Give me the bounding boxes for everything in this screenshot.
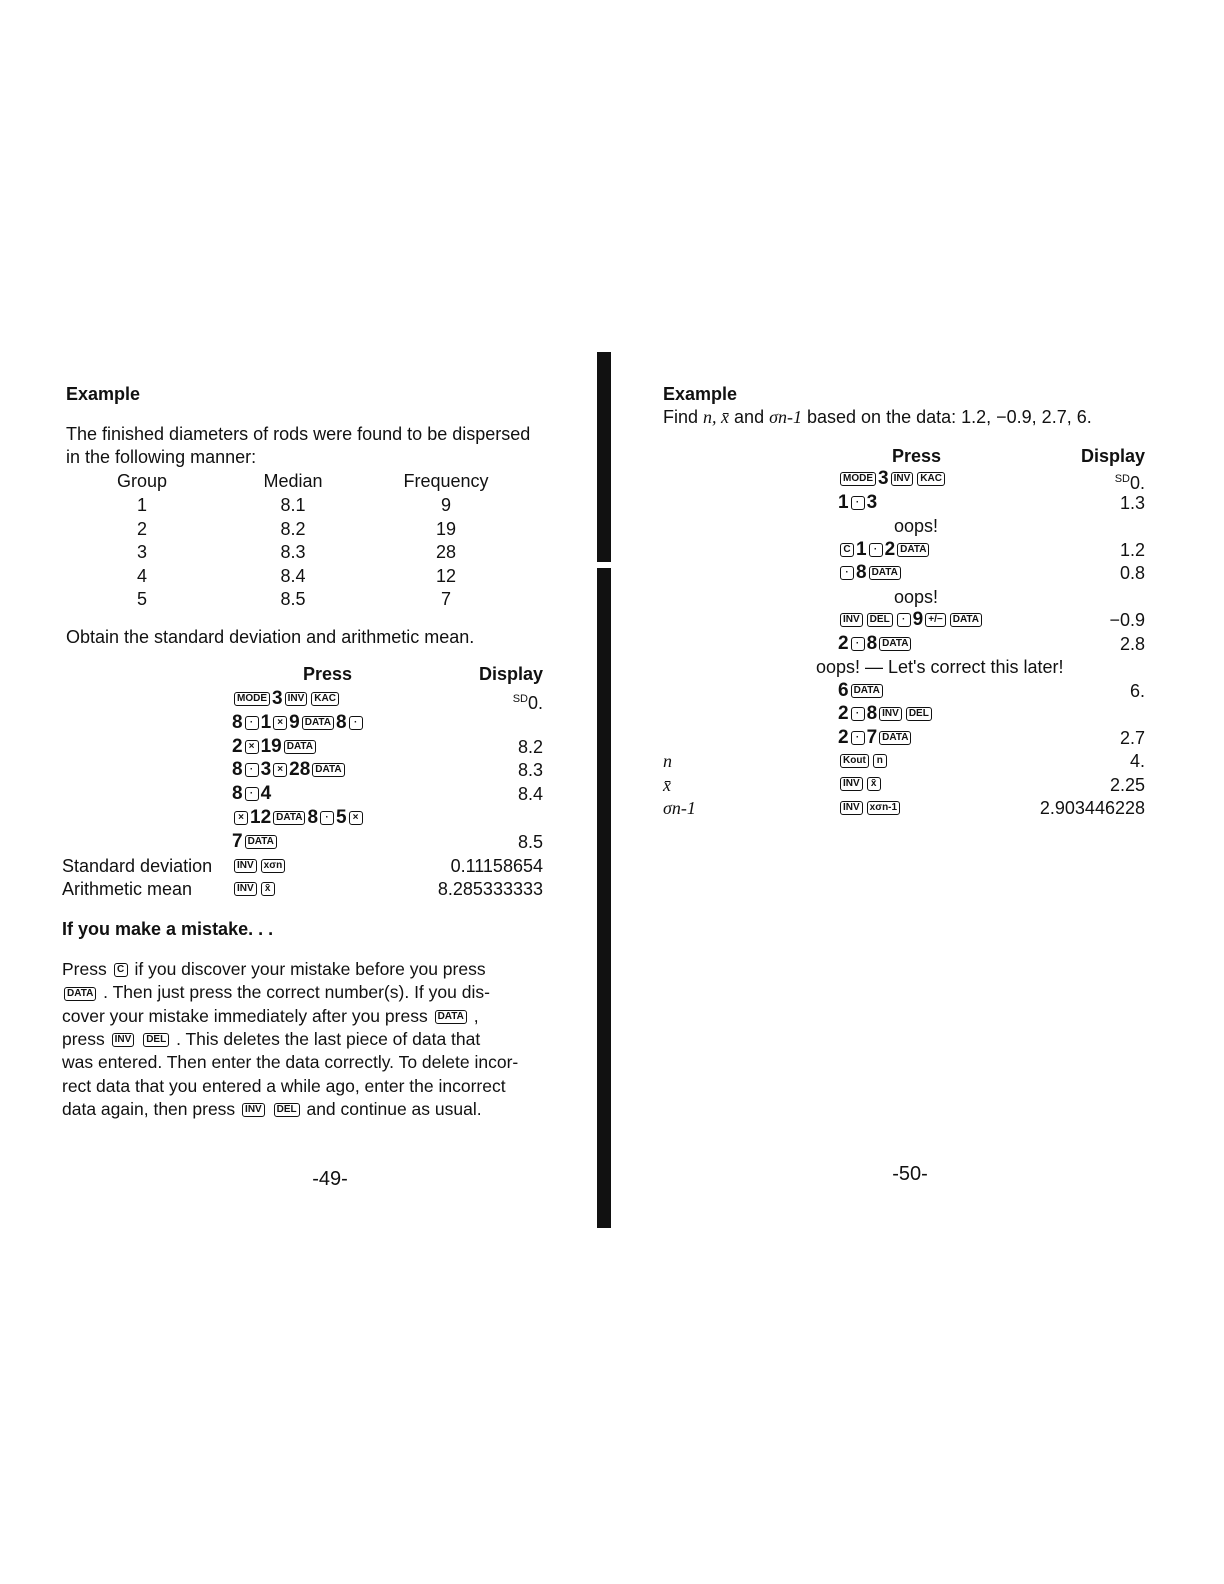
table-cell: 8.2 — [280, 518, 306, 539]
display-value — [1130, 680, 1145, 702]
key-sequence — [838, 680, 885, 702]
table-header-median: Median — [263, 471, 323, 491]
kout-key: Kout — [840, 754, 869, 768]
display-value — [1120, 539, 1145, 561]
digit: 9 — [912, 609, 924, 630]
digit: 2 — [838, 703, 849, 724]
key-sequence — [838, 703, 934, 725]
paragraph-text: rect data that you entered a while ago, enter the incorrect — [62, 1075, 506, 1096]
table-cell: 5 — [136, 589, 147, 609]
display-value — [1109, 609, 1145, 631]
inv-key: INV — [840, 777, 863, 791]
left-intro-line-2: in the following manner: — [66, 447, 257, 467]
del-key: DEL — [867, 613, 893, 627]
mode-key: MODE — [840, 472, 876, 486]
display-value — [1120, 562, 1145, 584]
display-number: 4. — [1129, 751, 1145, 771]
right-task-and: and — [734, 407, 765, 427]
display-value — [518, 736, 543, 758]
digit: 3 — [866, 491, 878, 513]
display-value — [513, 688, 543, 714]
key-sequence — [838, 633, 913, 655]
inv-key: INV — [840, 613, 863, 627]
key-sequence — [232, 878, 277, 900]
decimal-key: · — [245, 787, 259, 801]
right-task-suffix: based on the data: 1.2, −0.9, 2.7, 6. — [807, 407, 1092, 427]
key-sequence — [838, 539, 931, 561]
left-example-heading: Example — [66, 384, 141, 404]
multiply-key: × — [245, 740, 259, 754]
mean-key: x̄ — [867, 777, 881, 791]
paragraph-text: , — [468, 1005, 479, 1026]
display-value — [1120, 492, 1145, 514]
data-key: DATA — [879, 731, 911, 745]
right-task-vars: n, x̄ — [703, 407, 730, 427]
paragraph-line — [62, 1051, 542, 1073]
del-key: DEL — [274, 1103, 300, 1117]
key-sequence — [232, 783, 271, 805]
mode-key: MODE — [234, 692, 270, 706]
display-number: 8.2 — [517, 736, 543, 757]
display-number: 0. — [527, 693, 543, 713]
table-cell: 8.1 — [280, 495, 306, 515]
digit: 7 — [232, 830, 243, 852]
decimal-key: · — [245, 716, 259, 730]
right-task — [663, 406, 1092, 428]
multiply-key: × — [273, 716, 287, 730]
display-number: 2.7 — [1119, 727, 1145, 748]
inv-key: INV — [112, 1033, 135, 1047]
digit: 2 — [838, 726, 849, 748]
digit: 6 — [838, 679, 849, 701]
inv-key: INV — [234, 882, 257, 896]
data-key: DATA — [869, 566, 901, 580]
decimal-key: · — [851, 496, 865, 510]
digit: 1 — [260, 711, 272, 733]
step-label: n — [663, 751, 672, 771]
step-note: oops! — Let's correct this later! — [816, 657, 1064, 677]
key-sequence — [838, 609, 984, 631]
paragraph-line — [62, 981, 542, 1003]
left-intro-line-1: The finished diameters of rods were found to be dispersed — [66, 424, 531, 444]
sd-indicator: SD — [512, 693, 528, 705]
decimal-key: · — [320, 811, 334, 825]
inv-key: INV — [891, 472, 914, 486]
binding-spine-top — [597, 352, 611, 562]
paragraph-text: if you discover your mistake before you press — [129, 959, 486, 979]
left-task: Obtain the standard deviation and arithmetic mean. — [66, 627, 475, 647]
display-value — [1130, 750, 1145, 772]
data-key: DATA — [312, 763, 344, 777]
data-key: DATA — [273, 811, 305, 825]
data-key: DATA — [851, 684, 883, 698]
paragraph-text: was entered. Then enter the data correctly. To delete incor- — [62, 1052, 519, 1073]
table-cell: 19 — [435, 518, 457, 539]
table-cell: 4 — [136, 565, 147, 586]
multiply-key: × — [234, 811, 248, 825]
table-header-group: Group — [116, 471, 168, 491]
digit: 2 — [232, 735, 243, 757]
key-sequence — [232, 831, 279, 853]
inv-key: INV — [285, 692, 308, 706]
digit: 28 — [289, 759, 311, 781]
display-value — [518, 831, 543, 853]
display-value — [1120, 727, 1145, 749]
table-cell: 8.3 — [280, 542, 306, 562]
sd-n1-key: xσn-1 — [867, 801, 900, 815]
decimal-key: · — [851, 731, 865, 745]
digit: 8 — [856, 562, 867, 583]
data-key: DATA — [879, 637, 911, 651]
table-cell: 28 — [435, 542, 457, 562]
table-header-frequency: Frequency — [403, 471, 489, 491]
digit: 8 — [232, 783, 243, 805]
step-note: oops! — [894, 586, 939, 607]
display-number: 8.5 — [517, 831, 543, 852]
paragraph-line — [62, 1098, 542, 1120]
paragraph-line — [62, 1005, 542, 1027]
paragraph-line — [62, 1028, 542, 1050]
step-label: Arithmetic mean — [62, 879, 193, 900]
key-sequence — [838, 750, 889, 772]
display-value — [1040, 797, 1145, 819]
key-sequence — [232, 736, 318, 758]
display-number: 8.3 — [517, 760, 543, 781]
table-cell: 8.5 — [280, 589, 306, 609]
decimal-key: · — [851, 637, 865, 651]
paragraph-text — [136, 1029, 141, 1049]
digit: 8 — [232, 759, 243, 781]
c-key: C — [840, 543, 854, 557]
right-page-number: -50- — [892, 1163, 928, 1185]
key-sequence — [838, 797, 902, 819]
paragraph-text: press — [62, 1028, 110, 1049]
multiply-key: × — [273, 763, 287, 777]
key-sequence — [838, 492, 877, 514]
digit: 3 — [878, 468, 889, 489]
sign-key: +/− — [925, 613, 945, 627]
inv-key: INV — [840, 801, 863, 815]
decimal-key: · — [851, 707, 865, 721]
table-cell: 7 — [440, 589, 451, 609]
key-sequence — [232, 855, 287, 877]
decimal-key: · — [349, 716, 363, 730]
key-sequence — [838, 774, 883, 796]
decimal-key: · — [840, 566, 854, 580]
paragraph-text — [267, 1099, 272, 1119]
display-value — [518, 783, 543, 805]
display-number: 2.25 — [1109, 774, 1145, 795]
left-page-number: -49- — [312, 1168, 348, 1190]
data-key: DATA — [897, 543, 929, 557]
display-value — [518, 759, 543, 781]
decimal-key: · — [869, 543, 883, 557]
display-number: −0.9 — [1109, 610, 1145, 630]
paragraph-text: and continue as usual. — [301, 1098, 482, 1119]
data-key: DATA — [302, 716, 334, 730]
digit: 8 — [336, 711, 347, 733]
paragraph-text: data again, then press — [62, 1098, 241, 1119]
table-cell: 12 — [435, 565, 457, 586]
digit: 8 — [232, 711, 243, 733]
paragraph-text: . This deletes the last piece of data that — [171, 1028, 481, 1049]
display-value — [1110, 774, 1145, 796]
data-key: DATA — [435, 1010, 467, 1024]
right-press-header: Press — [892, 446, 942, 466]
del-key: DEL — [906, 707, 932, 721]
display-number: 0. — [1129, 473, 1145, 493]
mean-key: x̄ — [261, 882, 275, 896]
digit: 9 — [289, 711, 300, 733]
table-cell: 8.4 — [280, 565, 306, 586]
paragraph-text: . Then just press the correct number(s). If you dis- — [98, 982, 490, 1003]
key-sequence — [232, 759, 347, 781]
decimal-key: · — [245, 763, 259, 777]
display-value — [438, 878, 543, 900]
sd-key: xσn — [261, 859, 286, 873]
inv-key: INV — [879, 707, 902, 721]
mistake-heading: If you make a mistake. . . — [62, 919, 274, 939]
display-number: 2.903446228 — [1039, 798, 1145, 818]
display-number: 1.3 — [1119, 492, 1145, 513]
sd-indicator: SD — [1114, 473, 1130, 485]
digit: 19 — [260, 735, 282, 757]
data-key: DATA — [64, 987, 96, 1001]
key-sequence — [838, 468, 947, 490]
display-value — [451, 855, 543, 877]
kac-key: KAC — [311, 692, 339, 706]
left-press-header: Press — [303, 664, 353, 684]
paragraph-text: Press — [62, 959, 112, 979]
table-cell: 2 — [136, 518, 147, 539]
digit: 8 — [866, 632, 878, 654]
step-note: oops! — [894, 516, 939, 536]
key-sequence — [838, 562, 903, 584]
step-label: Standard deviation — [62, 855, 213, 876]
digit: 3 — [260, 759, 272, 781]
display-number: 0.8 — [1119, 563, 1145, 583]
digit: 2 — [838, 632, 849, 654]
key-sequence — [232, 807, 365, 829]
paragraph-text: cover your mistake immediately after you press — [62, 1005, 433, 1026]
table-cell: 3 — [136, 542, 147, 562]
binding-spine-bottom — [597, 568, 611, 1228]
data-key: DATA — [245, 835, 277, 849]
display-number: 8.285333333 — [437, 879, 543, 900]
digit: 12 — [250, 807, 272, 828]
display-number: 8.4 — [517, 784, 543, 805]
inv-key: INV — [234, 859, 257, 873]
key-sequence — [232, 712, 365, 734]
multiply-key: × — [349, 811, 363, 825]
display-number: 2.8 — [1119, 633, 1145, 654]
c-key: C — [114, 963, 128, 977]
paragraph-line — [62, 958, 542, 980]
digit: 1 — [856, 538, 867, 560]
right-example-heading: Example — [663, 384, 738, 404]
table-cell: 1 — [136, 495, 147, 515]
digit: 8 — [307, 807, 319, 828]
digit: 7 — [866, 726, 878, 748]
left-display-header: Display — [478, 664, 543, 684]
digit: 4 — [260, 783, 272, 805]
paragraph-line — [62, 1075, 542, 1097]
digit: 2 — [884, 538, 896, 560]
display-number: 0.11158654 — [450, 855, 543, 876]
right-display-header: Display — [1080, 446, 1145, 466]
inv-key: INV — [242, 1103, 265, 1117]
kac-key: KAC — [917, 472, 945, 486]
digit: 1 — [838, 491, 849, 513]
decimal-key: · — [897, 613, 911, 627]
right-task-sigma: σn-1 — [769, 407, 802, 427]
display-value — [1115, 468, 1145, 494]
del-key: DEL — [143, 1033, 169, 1047]
digit: 8 — [866, 703, 878, 724]
digit: 5 — [336, 807, 347, 828]
key-sequence — [838, 727, 913, 749]
table-cell: 9 — [440, 495, 451, 515]
display-number: 1.2 — [1119, 539, 1145, 560]
step-label: σn-1 — [663, 798, 696, 818]
right-task-prefix: Find — [663, 407, 699, 427]
display-value — [1120, 633, 1145, 655]
digit: 3 — [272, 688, 283, 709]
data-key: DATA — [950, 613, 982, 627]
data-key: DATA — [284, 740, 316, 754]
display-number: 6. — [1129, 680, 1145, 701]
n-key: n — [873, 754, 887, 768]
step-label: x̄ — [663, 774, 671, 795]
key-sequence — [232, 688, 341, 710]
